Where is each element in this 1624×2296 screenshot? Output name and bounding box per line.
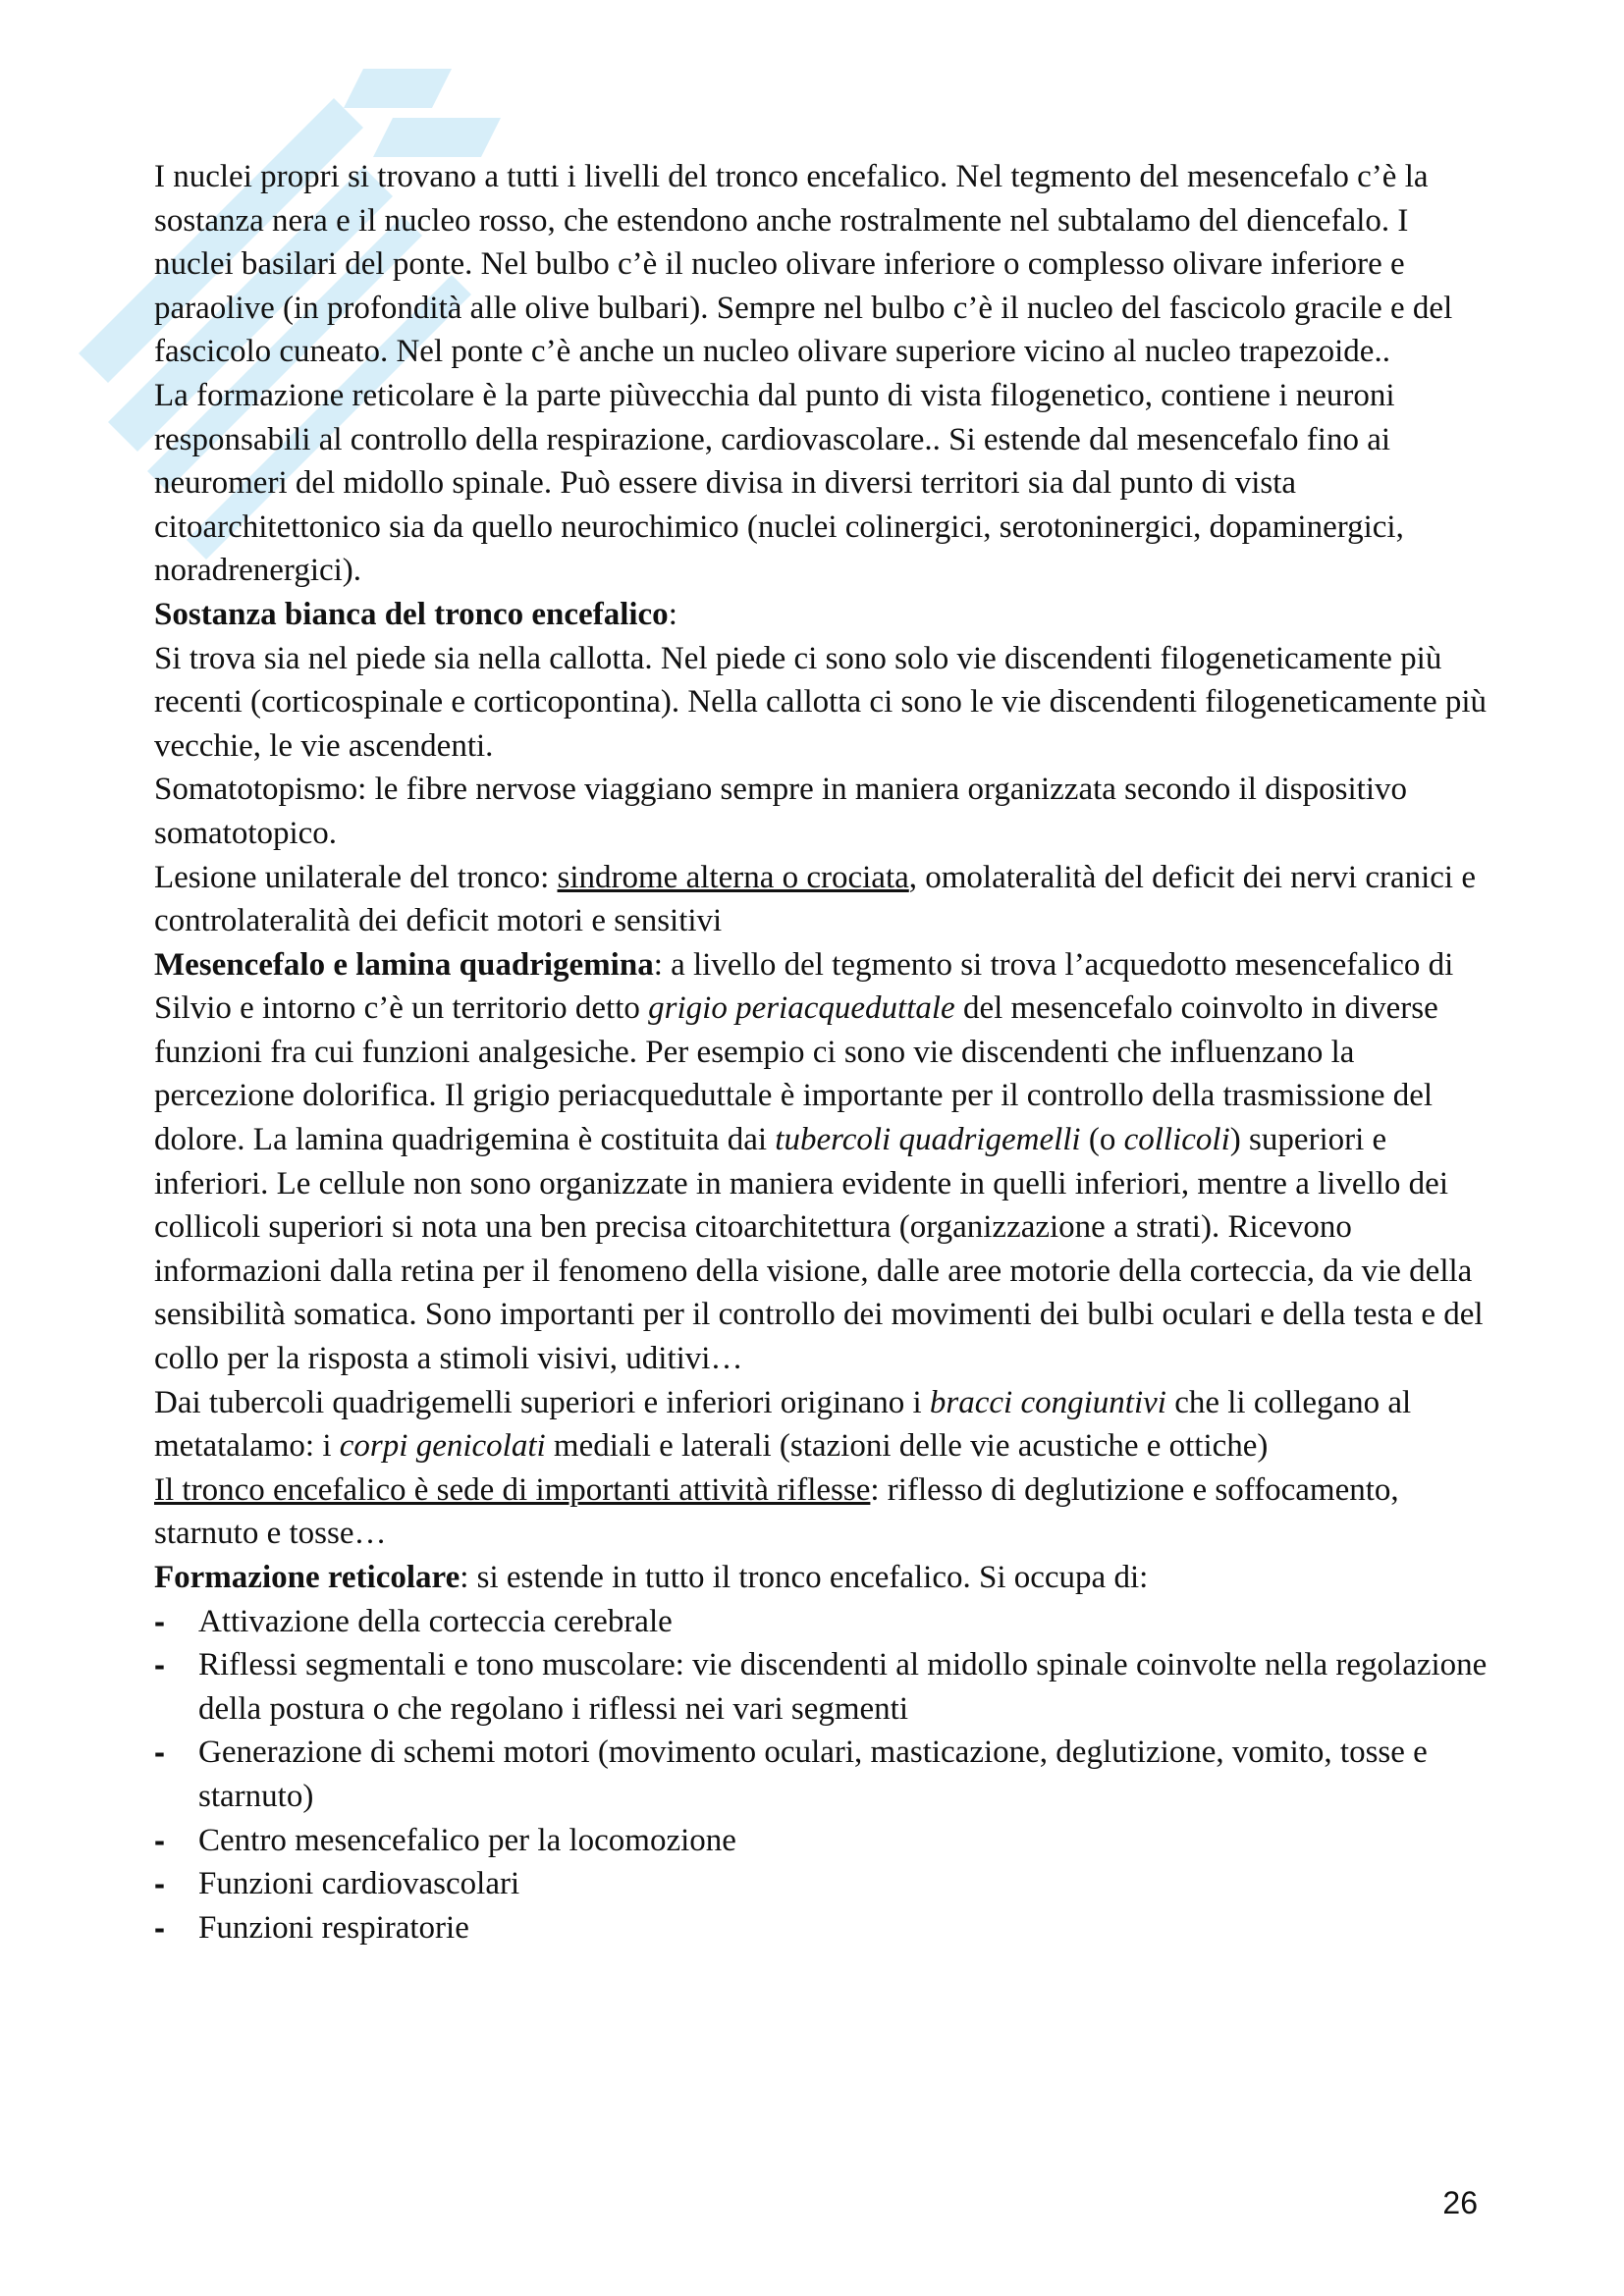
- section-heading: Sostanza bianca del tronco encefalico: [154, 596, 669, 632]
- page-body: [154, 155, 1489, 1949]
- list-item: - Generazione di schemi motori (movimento oculari, masticazione, deglutizione, vomito, tosse e starnuto): [154, 1731, 1489, 1818]
- paragraph-nuclei-propri: I nuclei propri si trovano a tutti i livelli del tronco encefalico. Nel tegmento del mesencefalo c’è la sostanza nera e il nucleo rosso, che estendono anche rostralmente nel subtalamo del diencefalo. I nuclei basilari del ponte. Nel bulbo c’è il nucleo olivare inferiore o complesso olivare inferiore e paraolive (in profondità alle olive bulbari). Sempre nel bulbo c’è il nucleo del fascicolo gracile e del fascicolo cuneato. Nel ponte c’è anche un nucleo olivare superiore vicino al nucleo trapezoide..: [154, 159, 1453, 370]
- paragraph-formazione-reticolare-intro: La formazione reticolare è la parte piùvecchia dal punto di vista filogenetico, contiene i neuroni responsabili al controllo della respirazione, cardiovascolare.. Si estende dal mesencefalo fino ai neuromeri del midollo spinale. Può essere divisa in diversi territori sia dal punto di vista citoarchitettonico sia da quello neurochimico (nuclei colinergici, serotoninergici, dopaminergici, noradrenergici).: [154, 377, 1404, 589]
- section-sostanza-bianca: Sostanza bianca del tronco encefalico:: [154, 596, 677, 632]
- paragraph-piede-callotta: Si trova sia nel piede sia nella callotta. Nel piede ci sono solo vie discendenti filogeneticamente più recenti (corticospinale e corticopontina). Nella callotta ci sono le vie discendenti filogeneticamente più vecchie, le vie ascendenti.: [154, 640, 1488, 764]
- list-item: - Attivazione della corteccia cerebrale: [154, 1600, 1489, 1644]
- section-heading: Mesencefalo e lamina quadrigemina: [154, 946, 654, 983]
- list-item: - Funzioni cardiovascolari: [154, 1862, 1489, 1906]
- paragraph-formazione-reticolare: Formazione reticolare: si estende in tutto il tronco encefalico. Si occupa di:: [154, 1560, 1149, 1595]
- paragraph-lesione-unilaterale: Lesione unilaterale del tronco: sindrome alterna o crociata, omolateralità del deficit dei nervi cranici e controlateralità dei deficit motori e sensitivi: [154, 859, 1476, 939]
- functions-list: [154, 1600, 1489, 1950]
- list-item: - Centro mesencefalico per la locomozione: [154, 1819, 1489, 1863]
- page-number: 26: [1442, 2185, 1478, 2220]
- list-item: - Riflessi segmentali e tono muscolare: vie discendenti al midollo spinale coinvolte nella regolazione della postura o che regolano i riflessi nei vari segmenti: [154, 1643, 1489, 1731]
- paragraph-mesencefalo: Mesencefalo e lamina quadrigemina: a livello del tegmento si trova l’acquedotto mesencefalico di Silvio e intorno c’è un territorio detto grigio periacqueduttale del mesencefalo coinvolto in diverse funzioni fra cui funzioni analgesiche. Per esempio ci sono vie discendenti che influenzano la percezione dolorifica. Il grigio periacqueduttale è importante per il controllo della trasmissione del dolore. La lamina quadrigemina è costituita dai tubercoli quadrigemelli (o collicoli) superiori e inferiori. Le cellule non sono organizzate in maniera evidente in quelli inferiori, mentre a livello dei collicoli superiori si nota una ben precisa citoarchitettura (organizzazione a strati). Ricevono informazioni dalla retina per il fenomeno della visione, dalle aree motorie della corteccia, da vie della sensibilità somatica. Sono importanti per il controllo dei movimenti dei bulbi oculari e della testa e del collo per la risposta a stimoli visivi, uditivi…: [154, 946, 1484, 1377]
- list-item: - Funzioni respiratorie: [154, 1906, 1489, 1950]
- section-heading: Formazione reticolare: [154, 1560, 460, 1595]
- paragraph-somatotopismo: Somatotopismo: le fibre nervose viaggiano sempre in maniera organizzata secondo il dispositivo somatotopico.: [154, 772, 1407, 851]
- paragraph-tubercoli: Dai tubercoli quadrigemelli superiori e inferiori originano i bracci congiuntivi che li collegano al metatalamo: i corpi genicolati mediali e laterali (stazioni delle vie acustiche e ottiche): [154, 1384, 1412, 1465]
- paragraph-attivita-riflesse: Il tronco encefalico è sede di importanti attività riflesse: riflesso di deglutizione e soffocamento, starnuto e tosse…: [154, 1471, 1399, 1552]
